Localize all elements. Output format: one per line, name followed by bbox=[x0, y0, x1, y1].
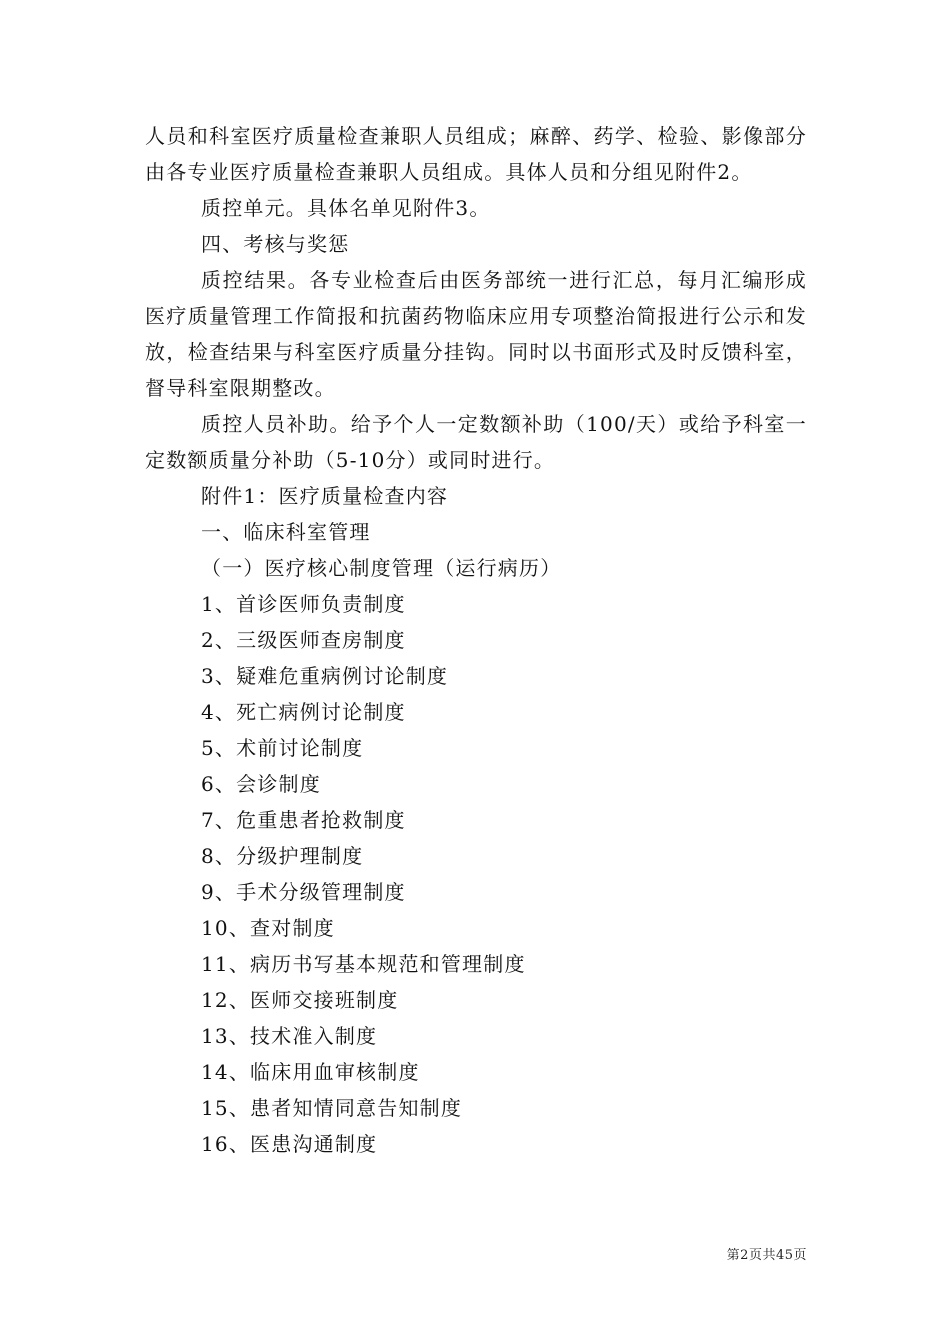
section-heading-clinical: 一、临床科室管理 bbox=[201, 520, 371, 544]
paragraph-qc-unit: 质控单元。具体名单见附件3。 bbox=[201, 196, 491, 220]
subsection-heading-core-systems: （一）医疗核心制度管理（运行病历） bbox=[201, 556, 562, 580]
list-item: 13、技术准入制度 bbox=[201, 1024, 378, 1048]
paragraph-qc-subsidy: 质控人员补助。给予个人一定数额补助（100/天）或给予科室一定数额质量分补助（5-10分）或同时进行。 bbox=[145, 412, 807, 472]
list-item: 7、危重患者抢救制度 bbox=[201, 808, 406, 832]
appendix-title: 附件1：医疗质量检查内容 bbox=[201, 484, 449, 508]
list-item: 2、三级医师查房制度 bbox=[201, 628, 406, 652]
document-body bbox=[145, 118, 807, 1162]
list-item: 1、首诊医师负责制度 bbox=[201, 592, 406, 616]
list-item: 9、手术分级管理制度 bbox=[201, 880, 406, 904]
list-item: 14、临床用血审核制度 bbox=[201, 1060, 420, 1084]
list-item: 6、会诊制度 bbox=[201, 772, 321, 796]
list-item: 8、分级护理制度 bbox=[201, 844, 364, 868]
list-item: 12、医师交接班制度 bbox=[201, 988, 399, 1012]
list-item: 4、死亡病例讨论制度 bbox=[201, 700, 406, 724]
list-item: 3、疑难危重病例讨论制度 bbox=[201, 664, 449, 688]
section-heading-assessment: 四、考核与奖惩 bbox=[201, 232, 350, 256]
list-item: 10、查对制度 bbox=[201, 916, 335, 940]
list-item: 5、术前讨论制度 bbox=[201, 736, 364, 760]
page-number-footer: 第2页共45页 bbox=[726, 1248, 807, 1263]
list-item: 11、病历书写基本规范和管理制度 bbox=[201, 952, 526, 976]
paragraph-staff-composition: 人员和科室医疗质量检查兼职人员组成；麻醉、药学、检验、影像部分由各专业医疗质量检查兼职人员组成。具体人员和分组见附件2。 bbox=[145, 124, 807, 184]
list-item: 16、医患沟通制度 bbox=[201, 1132, 378, 1156]
list-item: 15、患者知情同意告知制度 bbox=[201, 1096, 463, 1120]
paragraph-qc-results: 质控结果。各专业检查后由医务部统一进行汇总，每月汇编形成医疗质量管理工作简报和抗菌药物临床应用专项整治简报进行公示和发放，检查结果与科室医疗质量分挂钩。同时以书面形式及时反馈科室，督导科室限期整改。 bbox=[145, 268, 807, 400]
